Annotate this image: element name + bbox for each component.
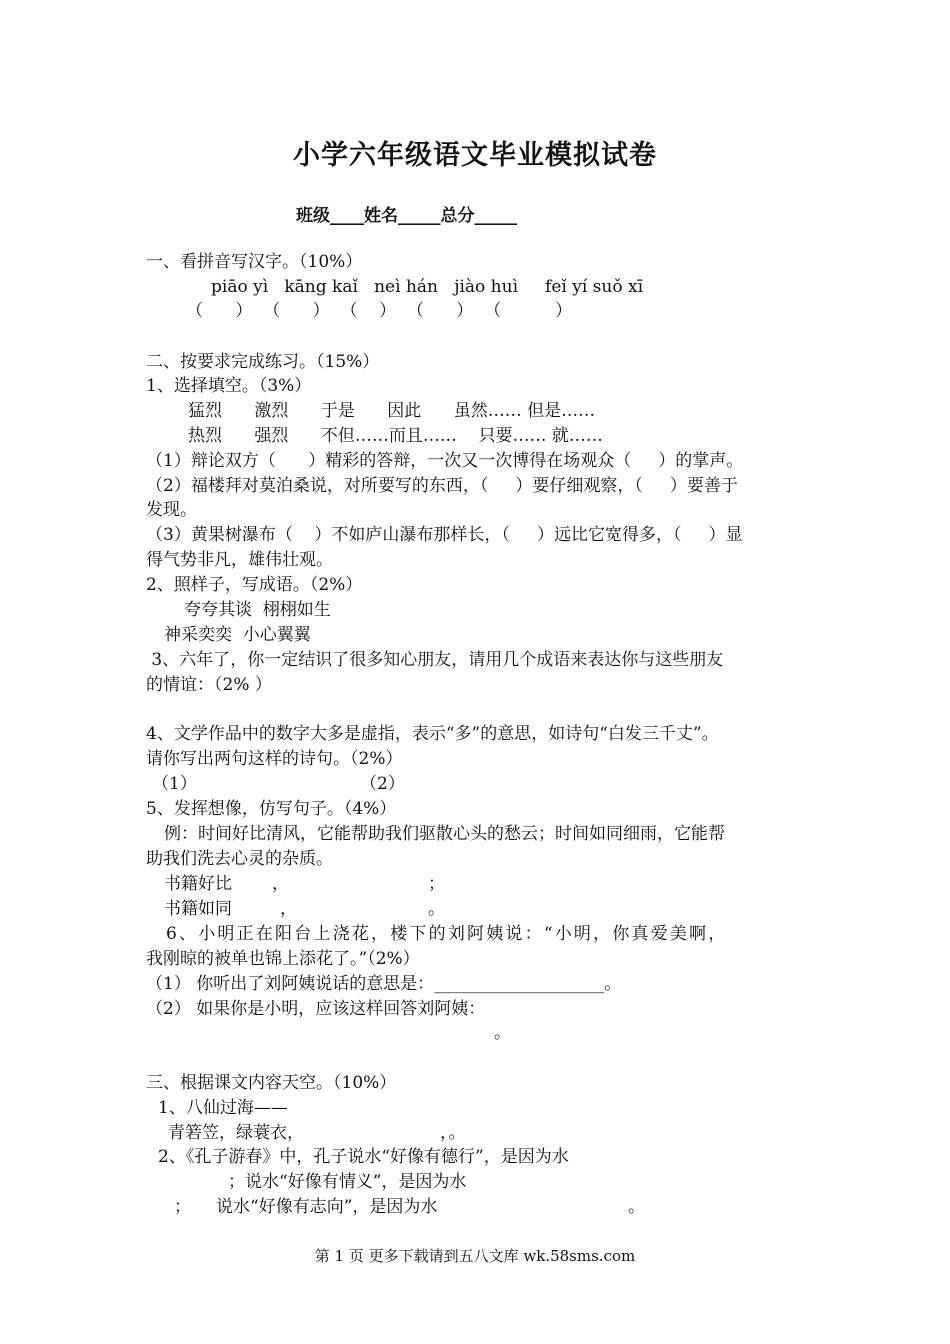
page-title: 小学六年级语文毕业模拟试卷 (293, 140, 657, 171)
question-4-answer-1: （1） (152, 774, 197, 794)
question-6-part-2-end: 。 (494, 1023, 511, 1043)
idiom-example-1: 夸夸其谈 栩栩如生 (184, 600, 331, 620)
question-6-cont: 我刚晾的被单也锦上添花了。”（2%） (146, 949, 420, 969)
question-1-sentence-2-cont: 发现。 (146, 500, 197, 520)
question-5-line-2-start: 书籍如同 (164, 899, 232, 919)
section-3-question-1-line: 青箬笠，绿蓑衣， (168, 1123, 304, 1143)
question-5-line-2-end: 。 (428, 899, 445, 919)
word-choices-row-1: 猛烈 激烈 于是 因此 虽然…… 但是…… (188, 401, 596, 421)
student-info-line: 班级____姓名_____总分_____ (296, 206, 517, 226)
question-4-cont: 请你写出两句这样的诗句。（2%） (146, 749, 403, 769)
section-3-question-2-line-3: 说水“好像有志向”，是因为水 (216, 1197, 438, 1217)
question-5-example-cont: 助我们洗去心灵的杂质。 (146, 849, 333, 869)
idiom-example-2: 神采奕奕 小心翼翼 (164, 625, 311, 645)
section-3-question-2-semicolon: ； (174, 1197, 191, 1217)
question-6-part-1: （1） 你听出了刘阿姨说话的意思是：____________________。 (146, 974, 622, 994)
section-3-heading: 三、根据课文内容天空。（10%） (146, 1073, 397, 1093)
section-3-question-2-end: 。 (628, 1197, 645, 1217)
page-footer: 第 1 页 更多下载请到五八文库 wk.58sms.com (314, 1247, 636, 1265)
section-3-question-2: 2、《孔子游春》中，孔子说水“好像有德行”，是因为水 (158, 1147, 569, 1167)
question-1-sentence-2: （2）福楼拜对莫泊桑说，对所要写的东西，（ ）要仔细观察，（ ）要善于 (146, 476, 738, 496)
section-1-heading: 一、看拼音写汉字。（10%） (146, 252, 363, 272)
question-5-example: 例：时间好比清风，它能帮助我们驱散心头的愁云；时间如同细雨，它能帮 (164, 824, 725, 844)
pinyin-line: piāo yì kāng kaǐ neì hán jiào huì feǐ yí suǒ xī (211, 277, 644, 297)
question-5-line-1-start: 书籍好比 (164, 874, 232, 894)
question-6-part-2: （2） 如果你是小明，应该这样回答刘阿姨： (146, 999, 486, 1019)
question-1-sentence-1: （1）辩论双方（ ）精彩的答辩，一次又一次博得在场观众（ ）的掌声。 (146, 451, 744, 471)
section-2-heading: 二、按要求完成练习。（15%） (146, 352, 380, 372)
question-6: 6、小明正在阳台上浇花，楼下的刘阿姨说：“小明，你真爱美啊， (166, 924, 728, 944)
question-4-answer-2: （2） (360, 774, 405, 794)
question-1-heading: 1、选择填空。（3%） (146, 376, 312, 396)
section-3-question-2-line-2: ；说水“好像有情义”，是因为水 (228, 1172, 467, 1192)
section-3-question-1-end: ，。 (440, 1123, 466, 1143)
section-3-question-1: 1、八仙过海—— (158, 1098, 288, 1118)
question-3-cont: 的情谊：（2% ） (146, 675, 272, 695)
word-choices-row-2: 热烈 强烈 不但……而且…… 只要…… 就…… (188, 426, 603, 446)
question-5-line-2-comma: ， (280, 899, 297, 919)
question-5-line-1-comma: ， (272, 874, 289, 894)
answer-brackets: （ ） （ ） （ ） （ ） （ ） (186, 301, 573, 321)
question-4: 4、文学作品中的数字大多是虚指，表示“多”的意思，如诗句“白发三千丈”。 (146, 724, 719, 744)
question-1-sentence-3-cont: 得气势非凡，雄伟壮观。 (146, 550, 333, 570)
question-2-heading: 2、照样子，写成语。（2%） (146, 575, 363, 595)
question-5-line-1-end: ； (428, 874, 445, 894)
question-5-heading: 5、发挥想像，仿写句子。（4%） (146, 799, 397, 819)
question-1-sentence-3: （3）黄果树瀑布（ ）不如庐山瀑布那样长，（ ）远比它宽得多，（ ）显 (146, 525, 743, 545)
question-3: 3、六年了，你一定结识了很多知心朋友，请用几个成语来表达你与这些朋友 (146, 650, 724, 670)
